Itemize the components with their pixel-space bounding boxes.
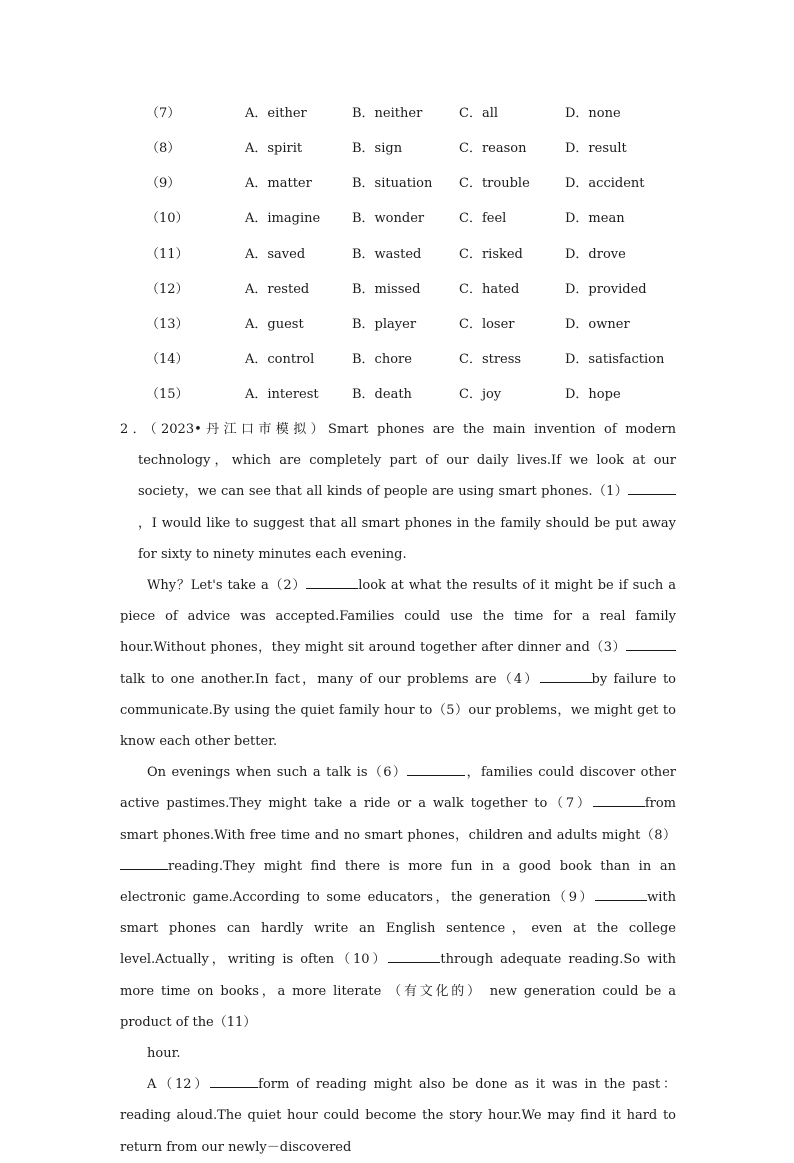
cloze-passage xyxy=(120,414,676,1163)
option-a: A．saved xyxy=(245,247,306,262)
option-d: D．owner xyxy=(565,317,630,332)
option-a: A．either xyxy=(245,106,307,121)
option-a: A．control xyxy=(245,352,315,367)
option-c: C．feel xyxy=(459,211,507,226)
option-a: A．matter xyxy=(245,176,312,191)
option-d: D．provided xyxy=(565,282,647,297)
blank-4[interactable] xyxy=(540,670,592,683)
option-c: C．hated xyxy=(459,282,520,297)
option-a: A．spirit xyxy=(245,141,303,156)
blank-7[interactable] xyxy=(593,794,645,807)
option-c: C．reason xyxy=(459,141,527,156)
blank-3[interactable] xyxy=(626,638,676,651)
option-a: A．guest xyxy=(245,317,304,332)
blank-2[interactable] xyxy=(306,576,358,589)
question-number: （7） xyxy=(146,106,181,121)
option-row-9 xyxy=(0,173,794,195)
passage-paragraph-2: Why？Let's take a（2） look at what the results of it might be if such a piece of advice was accepted.Families could use the time for a real family hour.Without phones，they might sit around together after dinner and（3）talk to one another.In fact，many of our problems are（4） by failure to communicate.By using the quiet family hour to（5）our problems，we might get to know each other better. xyxy=(120,578,677,750)
blank-1[interactable] xyxy=(628,482,676,495)
option-row-7 xyxy=(0,103,794,125)
option-row-13 xyxy=(0,314,794,336)
passage-paragraph-4: A（12） form of reading might also be done as it was in the past：reading aloud.The quiet hour could become the story hour.We may find it hard to return from our newly－discovered xyxy=(120,1077,676,1155)
blank-9[interactable] xyxy=(595,888,647,901)
option-d: D．result xyxy=(565,141,627,156)
option-b: B．chore xyxy=(352,352,412,367)
blank-6[interactable] xyxy=(407,763,465,776)
question-number: （9） xyxy=(146,176,181,191)
option-a: A．imagine xyxy=(245,211,321,226)
option-c: C．joy xyxy=(459,387,502,402)
option-a: A．rested xyxy=(245,282,310,297)
option-c: C．trouble xyxy=(459,176,530,191)
option-c: C．loser xyxy=(459,317,515,332)
option-d: D．drove xyxy=(565,247,626,262)
option-row-11 xyxy=(0,244,794,266)
option-row-15 xyxy=(0,384,794,406)
question-paragraph-1: 2．（2023•丹江口市模拟）Smart phones are the main invention of modern technology，which are completely part of our daily lives.If we look at our society，we can see that all kinds of people are using smart phones.（1），I would like to suggest that all smart phones in the family should be put away for sixty to ninety minutes each evening. xyxy=(120,422,676,562)
option-a: A．interest xyxy=(245,387,319,402)
option-row-8 xyxy=(0,138,794,160)
option-d: D．accident xyxy=(565,176,645,191)
option-b: B．sign xyxy=(352,141,403,156)
question-number: 2． xyxy=(120,422,151,437)
question-number: （10） xyxy=(146,211,189,226)
option-d: D．satisfaction xyxy=(565,352,665,367)
question-number: （8） xyxy=(146,141,181,156)
option-b: B．wasted xyxy=(352,247,422,262)
option-b: B．player xyxy=(352,317,417,332)
question-number: （13） xyxy=(146,317,189,332)
question-number: （14） xyxy=(146,352,189,367)
question-number: （12） xyxy=(146,282,189,297)
option-row-10 xyxy=(0,208,794,230)
option-b: B．death xyxy=(352,387,412,402)
question-number: （15） xyxy=(146,387,189,402)
option-b: B．missed xyxy=(352,282,421,297)
blank-12[interactable] xyxy=(210,1075,258,1088)
option-c: C．stress xyxy=(459,352,522,367)
passage-paragraph-3: On evenings when such a talk is（6） ，families could discover other active pastimes.They might take a ride or a walk together to（7） from smart phones.With free time and no smart phones，children and adults might（8）reading.They might find there is more fun in a good book than in an electronic game.According to some educators，the generation（9） with smart phones can hardly write an English sentence，even at the college level.Actually，writing is often（10） through adequate reading.So with more time on books，a more literate （有文化的） new generation could be a product of the（11） hour. xyxy=(120,765,676,1062)
option-d: D．mean xyxy=(565,211,625,226)
question-source: （2023•丹江口市模拟） xyxy=(150,422,329,437)
option-b: B．situation xyxy=(352,176,433,191)
question-number: （11） xyxy=(146,247,189,262)
option-b: B．wonder xyxy=(352,211,425,226)
blank-8[interactable] xyxy=(120,857,168,870)
option-c: C．all xyxy=(459,106,499,121)
option-c: C．risked xyxy=(459,247,523,262)
option-row-14 xyxy=(0,349,794,371)
option-row-12 xyxy=(0,279,794,301)
blank-10[interactable] xyxy=(388,950,440,963)
option-d: D．hope xyxy=(565,387,621,402)
option-d: D．none xyxy=(565,106,621,121)
option-b: B．neither xyxy=(352,106,423,121)
